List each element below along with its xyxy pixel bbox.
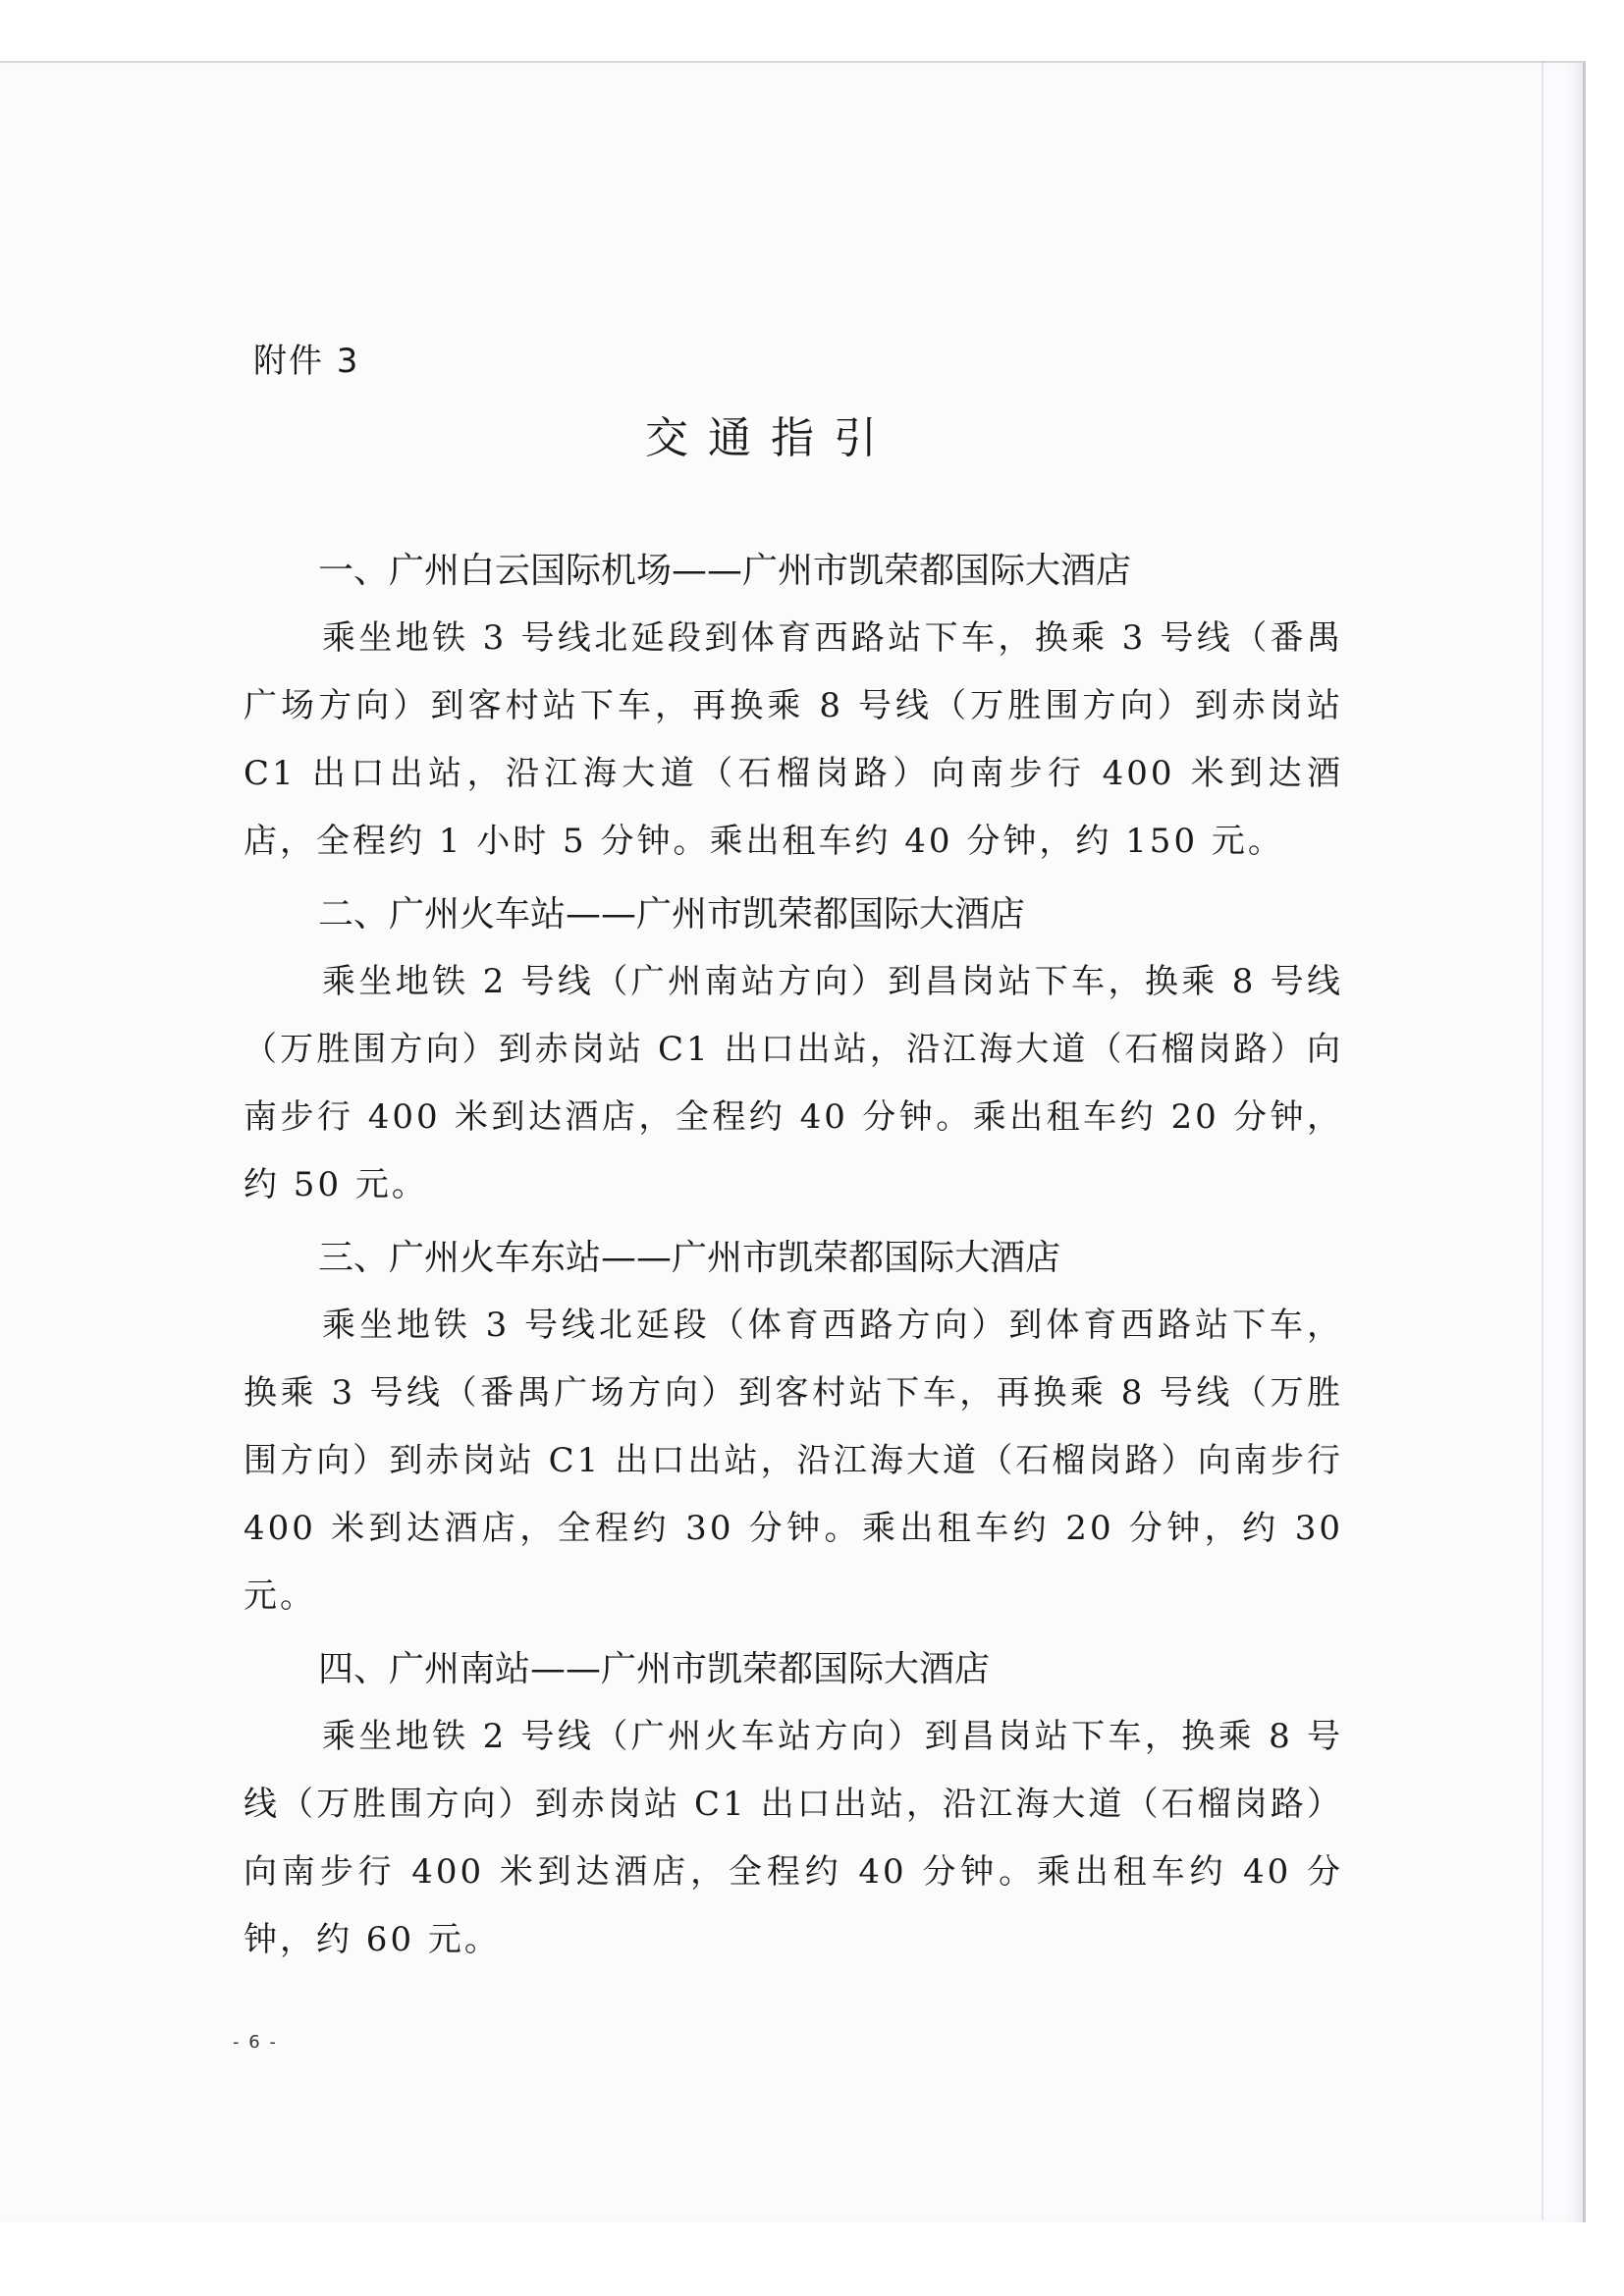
section-body: 乘坐地铁 2 号线（广州火车站方向）到昌岗站下车，换乘 8 号线（万胜围方向）到赤岗站 C1 出口出站，沿江海大道（石榴岗路）向南步行 400 米到达酒店，全程约 40 分钟。乘出租车约 40 分钟，约 60 元。	[244, 1717, 1343, 1959]
section-heading: 一、广州白云国际机场——广州市凯荣都国际大酒店	[318, 551, 1132, 591]
section-south-railway-station	[244, 1636, 1343, 1974]
section-heading: 二、广州火车站——广州市凯荣都国际大酒店	[318, 894, 1026, 934]
paper-edge	[1542, 61, 1543, 2220]
section-body: 乘坐地铁 2 号线（广州南站方向）到昌岗站下车，换乘 8 号线（万胜围方向）到赤岗站 C1 出口出站，沿江海大道（石榴岗路）向南步行 400 米到达酒店，全程约 40 分钟。乘出租车约 20 分钟，约 50 元。	[244, 962, 1343, 1204]
section-heading: 三、广州火车东站——广州市凯荣都国际大酒店	[318, 1238, 1061, 1278]
section-body: 乘坐地铁 3 号线北延段到体育西路站下车，换乘 3 号线（番禺广场方向）到客村站下车，再换乘 8 号线（万胜围方向）到赤岗站 C1 出口出站，沿江海大道（石榴岗路）向南步行 400 米到达酒店，全程约 1 小时 5 分钟。乘出租车约 40 分钟，约 150 元。	[244, 618, 1343, 861]
section-east-railway-station	[244, 1225, 1343, 1630]
section-railway-station	[244, 881, 1343, 1219]
section-airport	[244, 538, 1343, 876]
attachment-label: 附件 3	[253, 342, 360, 381]
page-number: - 6 -	[233, 2032, 278, 2053]
section-heading: 四、广州南站——广州市凯荣都国际大酒店	[318, 1649, 991, 1689]
document-content	[244, 538, 1343, 1980]
section-body: 乘坐地铁 3 号线北延段（体育西路方向）到体育西路站下车，换乘 3 号线（番禺广场方向）到客村站下车，再换乘 8 号线（万胜围方向）到赤岗站 C1 出口出站，沿江海大道（石榴岗路）向南步行 400 米到达酒店，全程约 30 分钟。乘出租车约 20 分钟，约 30 元。	[244, 1306, 1343, 1616]
document-title: 交通指引	[645, 413, 896, 463]
